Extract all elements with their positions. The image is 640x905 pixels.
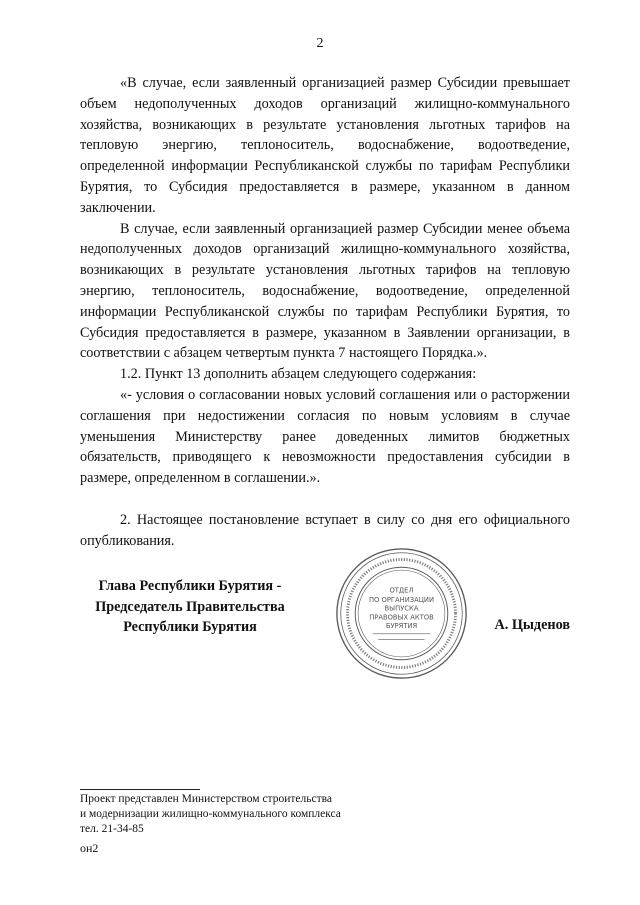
paragraph: «- условия о согласовании новых условий соглашения или о расторжении соглашения при недостижении согласия по новым условиям в случае уменьшения Министерству ранее доведенных лимитов бюджетных обязательств, приводящего к невозможности предоставления субсидии в размере, определенном в соглашении.». xyxy=(80,386,570,487)
signatory-title-line: Республики Бурятия xyxy=(123,619,257,635)
document-code: он2 xyxy=(80,841,99,855)
paragraph: 1.2. Пункт 13 дополнить абзацем следующего содержания: xyxy=(120,366,477,383)
seal-text-line: БУРЯТИЯ xyxy=(385,621,418,630)
page-number: 2 xyxy=(316,36,324,51)
footnote-divider xyxy=(80,789,200,790)
footnote xyxy=(80,792,480,837)
paragraph: В случае, если заявленный организацией размер Субсидии менее объема недополученных доходов организаций жилищно-коммунального хозяйства, возникающих в результате установления льготных тарифов на тепловую энергию, теплоноситель, водоснабжение, водоотведение, определенной информации Республиканской службы по тарифам Республики Бурятия, то Субсидия предоставляется в размере, указанном в Заявлении организации, в соответствии с абзацем четвертым пункта 7 настоящего Порядка.». xyxy=(80,220,570,362)
paragraph: «В случае, если заявленный организацией размер Субсидии превышает объем недополученных доходов организаций жилищно-коммунального хозяйства, возникающих в результате установления льготных тарифов на тепловую энергию, теплоноситель, водоснабжение, водоотведение, определенной информации Республиканской службы по тарифам Республики Бурятия, то Субсидия предоставляется в размере, указанном в данном заключении. xyxy=(80,75,570,216)
footnote-line: и модернизации жилищно-коммунального комплекса xyxy=(80,808,341,820)
official-seal xyxy=(334,546,469,681)
seal-text-line: ОТДЕЛ xyxy=(389,586,414,595)
seal-text-line: ВЫПУСКА xyxy=(384,604,419,613)
signatory-title-line: Председатель Правительства xyxy=(95,598,285,615)
footnote-line: тел. 21-34-85 xyxy=(80,823,144,835)
signatory-name: А. Цыденов xyxy=(494,617,570,633)
seal-text-line: ПРАВОВЫХ АКТОВ xyxy=(369,613,434,622)
signatory-title-line: Глава Республики Бурятия - xyxy=(98,578,282,594)
paragraph: 2. Настоящее постановление вступает в силу со дня его официального опубликования. xyxy=(80,511,570,549)
document-body xyxy=(80,73,570,551)
seal-text-line: ПО ОРГАНИЗАЦИИ xyxy=(368,595,435,604)
signatory-title xyxy=(80,576,300,638)
signature-block xyxy=(80,576,570,686)
footnote-line: Проект представлен Министерством строительства xyxy=(80,793,333,805)
